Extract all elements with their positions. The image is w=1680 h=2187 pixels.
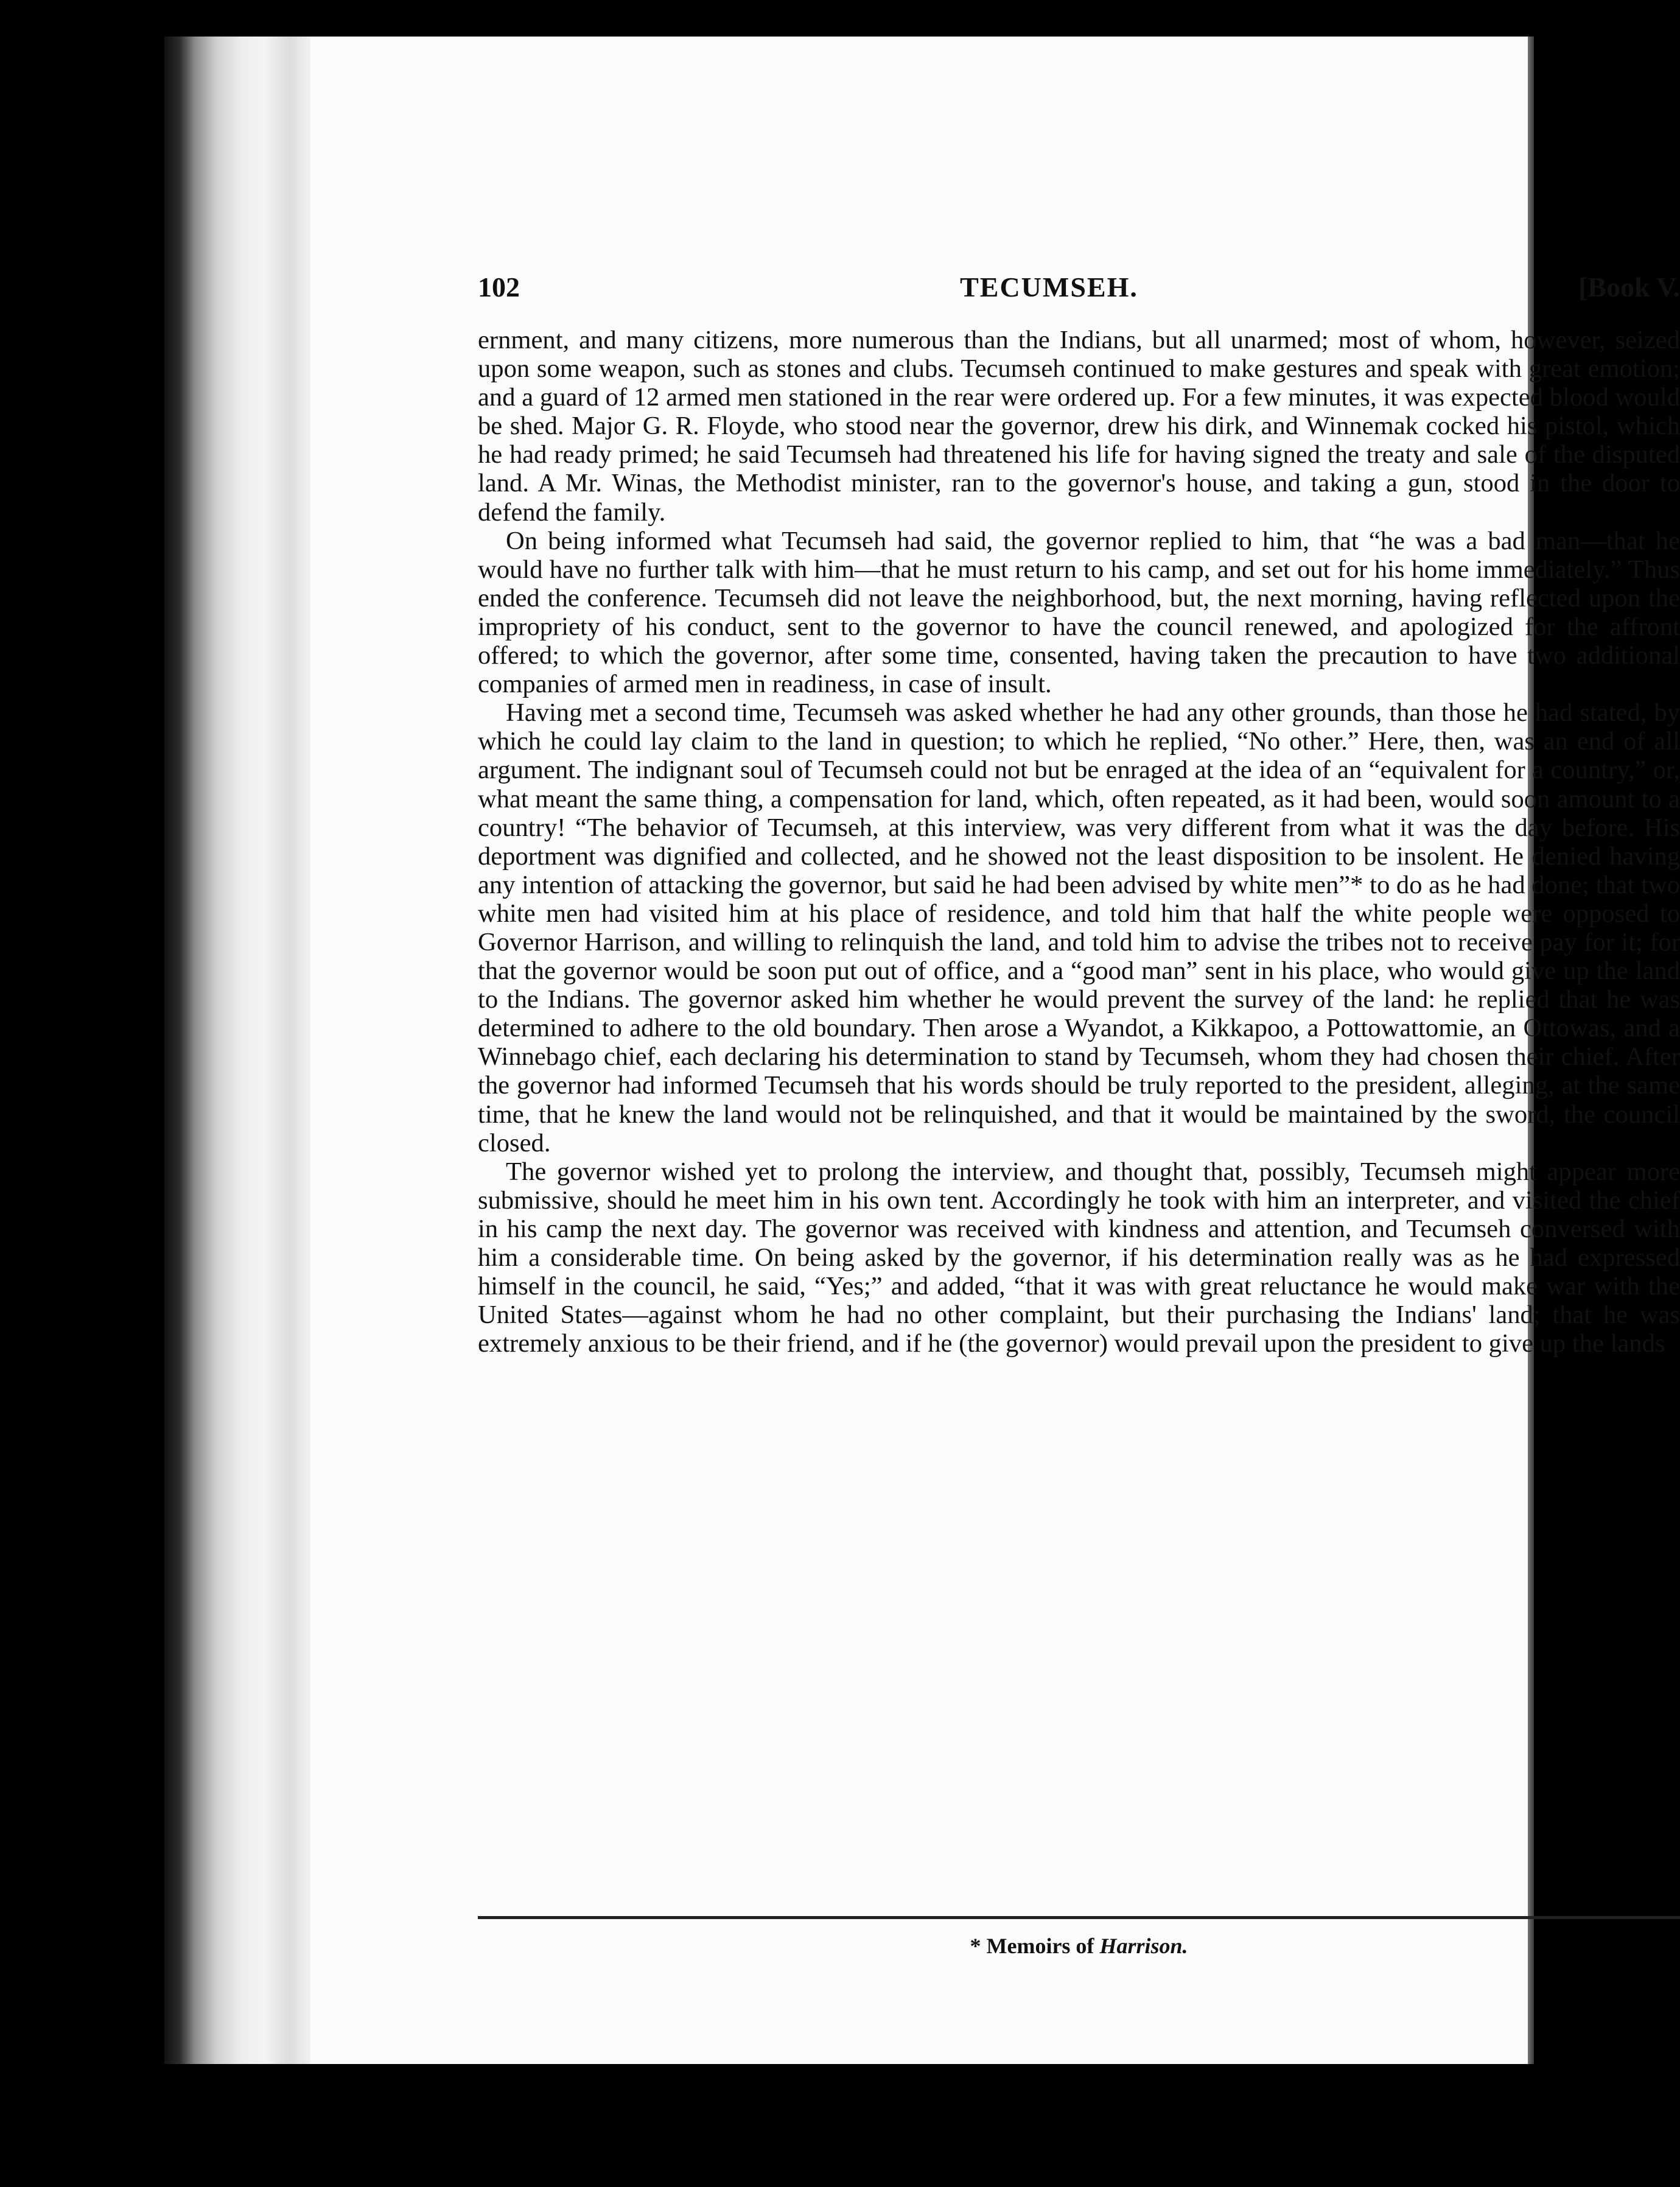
paragraph: ernment, and many citizens, more numerous than the Indians, but all unarmed; most of whom, however, seized upon some weapon, such as stones and clubs. Tecumseh continued to make gestures and speak with great emotion; and a guard of 12 armed men stationed in the rear were ordered up. For a few minutes, it was expected blood would be shed. Major G. R. Floyde, who stood near the governor, drew his dirk, and Winnemak cocked his pistol, which he had ready primed; he said Tecumseh had threatened his life for having signed the treaty and sale of the disputed land. A Mr. Winas, the Methodist minister, ran to the governor's house, and taking a gun, stood in the door to defend the family. bbox=[478, 326, 1680, 527]
footnote-name: Harrison. bbox=[1099, 1934, 1188, 1958]
section-label: [Book V. bbox=[1578, 272, 1680, 303]
footnote-rule bbox=[478, 1916, 1680, 1919]
paragraph: The governor wished yet to prolong the interview, and thought that, possibly, Tecumseh might appear more submissive, should he meet him in his own tent. Accordingly he took with him an interpreter, and visited the chief in his camp the next day. The governor was received with kindness and attention, and Tecumseh conversed with him a considerable time. On being asked by the governor, if his determination really was as he had expressed himself in the council, he said, “Yes;” and added, “that it was with great reluctance he would make war with the United States—against whom he had no other complaint, but their purchasing the Indians' land; that he was extremely anxious to be their friend, and if he (the governor) would prevail upon the president to give up the lands bbox=[478, 1157, 1680, 1358]
running-title: TECUMSEH. bbox=[960, 272, 1138, 303]
paragraph: On being informed what Tecumseh had said, the governor replied to him, that “he was a bad man—that he would have no further talk with him—that he must return to his camp, and set out for his home immediately.” Thus ended the conference. Tecumseh did not leave the neighborhood, but, the next morning, having reflected upon the impropriety of his conduct, sent to the governor to have the council renewed, and apologized for the affront offered; to which the governor, after some time, consented, having taken the precaution to have two additional companies of armed men in readiness, in case of insult. bbox=[478, 526, 1680, 699]
book-page bbox=[310, 37, 1680, 2064]
footnote-text: * Memoirs of bbox=[970, 1934, 1094, 1958]
page-number: 102 bbox=[478, 272, 520, 303]
paragraph: Having met a second time, Tecumseh was asked whether he had any other grounds, than those he had stated, by which he could lay claim to the land in question; to which he replied, “No other.” Here, then, was an end of all argument. The indignant soul of Tecumseh could not but be enraged at the idea of an “equivalent for a country,” or, what meant the same thing, a compensation for land, which, often repeated, as it had been, would soon amount to a country! “The behavior of Tecumseh, at this interview, was very different from what it was the day before. His deportment was dignified and collected, and he showed not the least disposition to be insolent. He denied having any intention of attacking the governor, but said he had been advised by white men”* to do as he had done; that two white men had visited him at his place of residence, and told him that half the white people were opposed to Governor Harrison, and willing to relinquish the land, and told him to advise the tribes not to receive pay for it; for that the governor would be soon put out of office, and a “good man” sent in his place, who would give up the land to the Indians. The governor asked him whether he would prevent the survey of the land: he replied that he was determined to adhere to the old boundary. Then arose a Wyandot, a Kikkapoo, a Pottowattomie, an Ottowas, and a Winnebago chief, each declaring his determination to stand by Tecumseh, whom they had chosen their chief. After the governor had informed Tecumseh that his words should be truly reported to the president, alleging, at the same time, that he knew the land would not be relinquished, and that it would be maintained by the sword, the council closed. bbox=[478, 698, 1680, 1157]
footnote bbox=[478, 1933, 1680, 1959]
running-header bbox=[478, 271, 1680, 303]
body-text bbox=[478, 326, 1680, 1848]
book-page-edges bbox=[164, 37, 317, 2064]
